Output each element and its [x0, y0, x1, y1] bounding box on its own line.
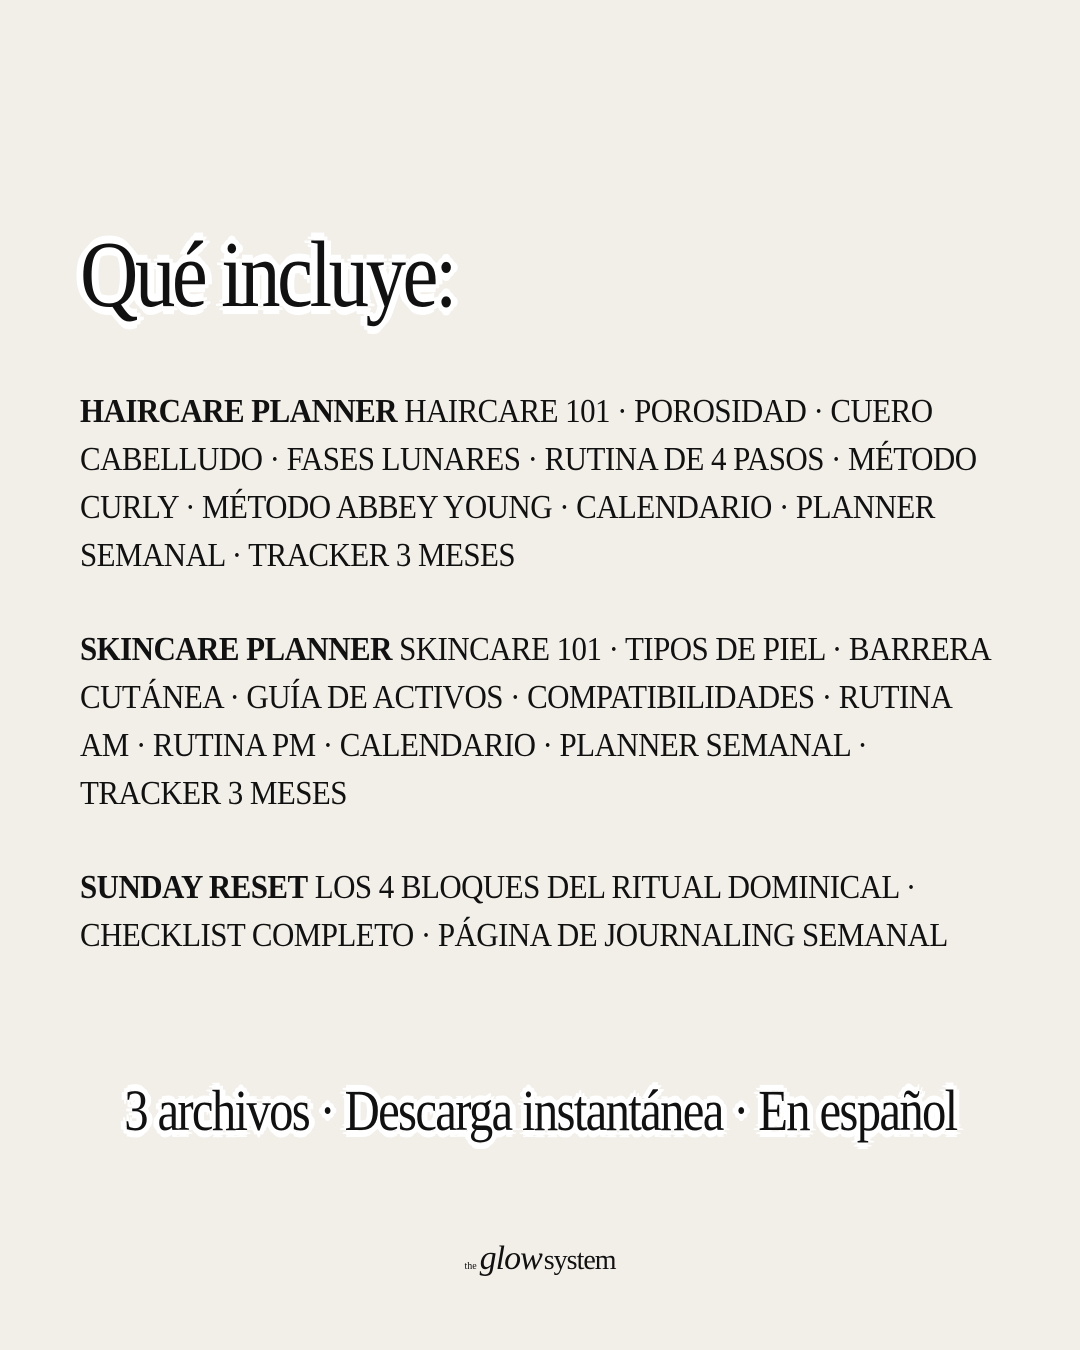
section-heading: SKINCARE PLANNER: [80, 631, 392, 668]
brand-logo: [0, 1240, 1080, 1278]
section-heading: HAIRCARE PLANNER: [80, 393, 398, 430]
summary-line: [0, 1078, 1080, 1143]
section-sunday-reset: [80, 864, 999, 960]
page-title: Qué incluye:: [80, 223, 455, 327]
section-skincare-planner: [80, 626, 999, 818]
summary-text: 3 archivos · Descarga instantánea · En español: [123, 1078, 957, 1143]
brand-glow-word: glow: [479, 1240, 542, 1277]
brand-system-word: system: [543, 1245, 616, 1276]
brand-prefix: the: [464, 1261, 477, 1272]
section-heading: SUNDAY RESET: [80, 869, 308, 906]
included-sections: [80, 388, 1000, 1006]
section-haircare-planner: [80, 388, 999, 580]
section-body: LOS 4 BLOQUES DEL RITUAL DOMINICAL · CHECKLIST COMPLETO · PÁGINA DE JOURNALING SEMANAL: [80, 869, 948, 954]
section-body: HAIRCARE 101 · POROSIDAD · CUERO CABELLUDO · FASES LUNARES · RUTINA DE 4 PASOS · MÉTODO CURLY · MÉTODO ABBEY YOUNG · CALENDARIO · PLANNER SEMANAL · TRACKER 3 MESES: [80, 393, 977, 574]
section-body: SKINCARE 101 · TIPOS DE PIEL · BARRERA CUTÁNEA · GUÍA DE ACTIVOS · COMPATIBILIDADES · RUTINA AM · RUTINA PM · CALENDARIO · PLANNER SEMANAL · TRACKER 3 MESES: [80, 631, 990, 812]
